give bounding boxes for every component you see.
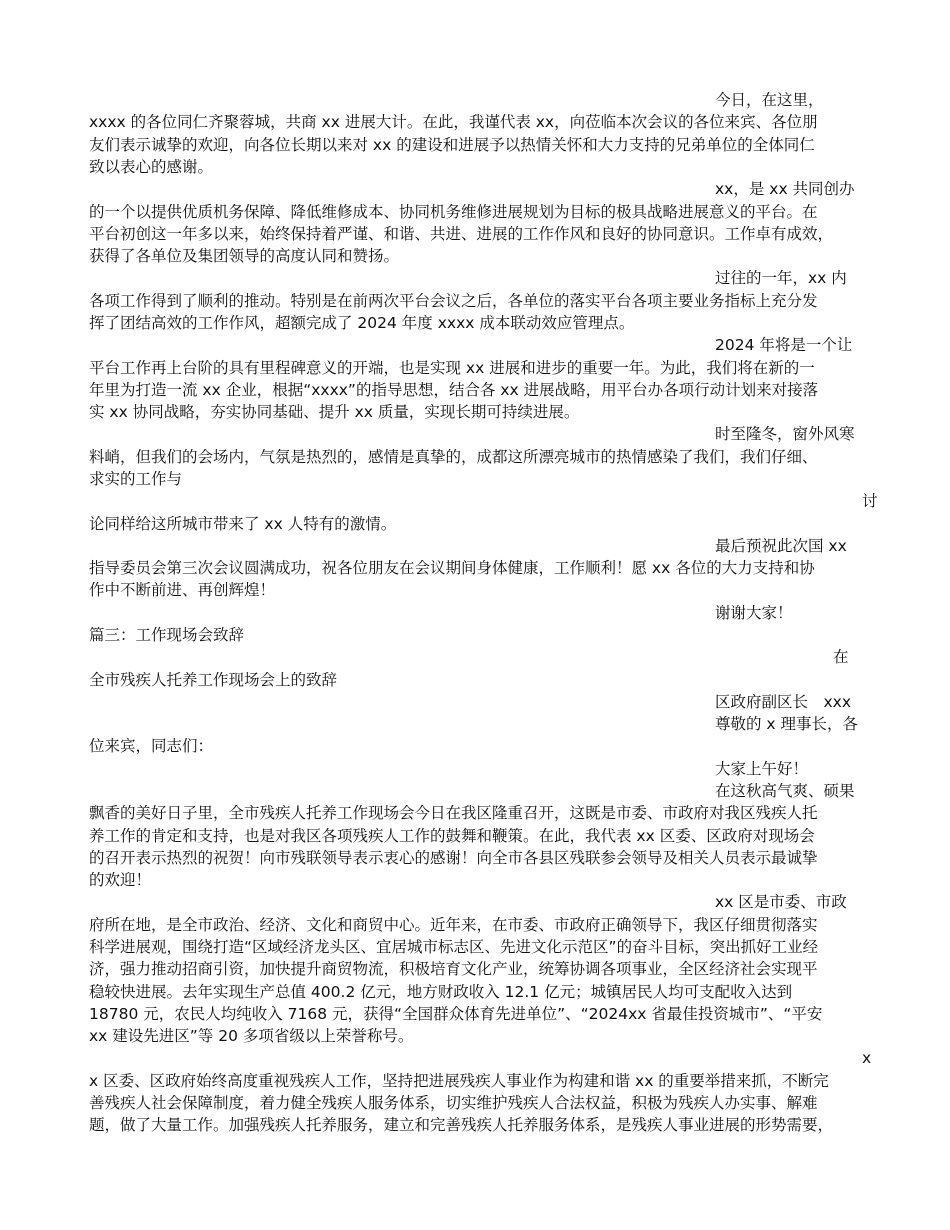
text-line: 尊敬的 x 理事长，各 (715, 715, 859, 733)
text-line: 求实的工作与 (89, 470, 183, 488)
text-line: 稳较快进展。去年实现生产总值 400.2 亿元，地方财政收入 12.1 亿元；城镇居民人均可支配收入达到 (89, 983, 793, 1001)
text-line: 作中不断前进、再创辉煌！ (89, 581, 276, 599)
text-line: 位来宾，同志们： (89, 737, 214, 755)
text-line: xx，是 xx 共同创办 (715, 180, 855, 198)
text-line: 年里为打造一流 xx 企业，根据“xxxx”的指导思想，结合各 xx 进展战略，用平台办各项行动计划来对接落 (89, 381, 819, 399)
text-line: 各项工作得到了顺利的推动。特别是在前两次平台会议之后，各单位的落实平台各项主要业务指标上充分发 (89, 292, 818, 310)
text-line: 在 (833, 648, 849, 666)
text-line: 飘香的美好日子里，全市残疾人托养工作现场会今日在我区隆重召开，这既是市委、市政府对我区残疾人托 (89, 804, 818, 822)
text-line: 2024 年将是一个让 (715, 336, 853, 354)
text-line: 府所在地，是全市政治、经济、文化和商贸中心。近年来，在市委、市政府正确领导下，我区仔细贯彻落实 (89, 916, 818, 934)
text-line: 友们表示诚挚的欢迎，向各位长期以来对 xx 的建设和进展予以热情关怀和大力支持的兄弟单位的全体同仁 (89, 136, 815, 154)
text-line: 题，做了大量工作。加强残疾人托养服务，建立和完善残疾人托养服务体系，是残疾人事业进展的形势需要， (89, 1116, 834, 1134)
text-line: 大家上午好！ (715, 760, 809, 778)
text-line: 挥了团结高效的工作作风，超额完成了 2024 年度 xxxx 成本联动效应管理点。 (89, 314, 635, 332)
text-line: 过往的一年，xx 内 (715, 269, 847, 287)
text-line: x (862, 1049, 872, 1067)
text-line: 最后预祝此次国 xx (715, 537, 847, 555)
text-line: 时至隆冬，窗外风寒 (715, 425, 855, 443)
text-line: 平台初创这一年多以来，始终保持着严谨、和谐、共进、进展的工作作风和良好的协同意识。工作卓有成效， (89, 225, 834, 243)
text-line: 致以表心的感谢。 (89, 158, 214, 176)
text-line: 获得了各单位及集团领导的高度认同和赞扬。 (89, 247, 400, 265)
text-line: 谢谢大家！ (715, 604, 793, 622)
text-line: x 区委、区政府始终高度重视残疾人工作，坚持把进展残疾人事业作为构建和谐 xx 的重要举措来抓，不断完 (89, 1072, 829, 1090)
text-line: 养工作的肯定和支持，也是对我区各项残疾人工作的鼓舞和鞭策。在此，我代表 xx 区委、区政府对现场会 (89, 827, 815, 845)
speaker-line: 区政府副区长 xxx (715, 693, 852, 711)
text-line: 在这秋高气爽、硕果 (715, 782, 855, 800)
text-line: 18780 元，农民人均纯收入 7168 元，获得“全国群众体育先进单位”、“2024xx 省最佳投资城市”、“平安 (89, 1005, 823, 1023)
text-line: 的欢迎！ (89, 871, 152, 889)
text-line: 的一个以提供优质机务保障、降低维修成本、协同机务维修进展规划为目标的极具战略进展意义的平台。在 (89, 203, 818, 221)
text-line: 善残疾人社会保障制度，着力健全残疾人服务体系，切实维护残疾人合法权益，积极为残疾人办实事、解难 (89, 1094, 818, 1112)
text-line: 指导委员会第三次会议圆满成功，祝各位朋友在会议期间身体健康，工作顺利！愿 xx 各位的大力支持和协 (89, 559, 815, 577)
text-line: 讨 (862, 492, 878, 510)
text-line: 的召开表示热烈的祝贺！向市残联领导表示衷心的感谢！向全市各县区残联参会领导及相关人员表示最诚挚 (89, 849, 818, 867)
text-line: 科学进展观，围绕打造“区域经济龙头区、宜居城市标志区、先进文化示范区”的奋斗目标，突出抓好工业经 (89, 938, 819, 956)
text-line: 料峭，但我们的会场内，气氛是热烈的，感情是真挚的，成都这所漂亮城市的热情感染了我们，我们仔细、 (89, 448, 818, 466)
text-line: xxxx 的各位同仁齐聚蓉城，共商 xx 进展大计。在此，我谨代表 xx，向莅临本次会议的各位来宾、各位朋 (89, 113, 818, 131)
text-line: 今日，在这里， (715, 91, 824, 109)
text-line: 平台工作再上台阶的具有里程碑意义的开端，也是实现 xx 进展和进步的重要一年。为此，我们将在新的一 (89, 359, 815, 377)
text-line: xx 区是市委、市政 (715, 893, 847, 911)
speech-title: 全市残疾人托养工作现场会上的致辞 (89, 671, 338, 689)
text-line: 实 xx 协同战略，夯实协同基础、提升 xx 质量，实现长期可持续进展。 (89, 403, 580, 421)
text-line: xx 建设先进区”等 20 多项省级以上荣誉称号。 (89, 1027, 414, 1045)
section-heading: 篇三：工作现场会致辞 (89, 626, 245, 644)
text-line: 济，强力推动招商引资，加快提升商贸物流，积极培育文化产业，统筹协调各项事业，全区经济社会实现平 (89, 960, 818, 978)
text-line: 论同样给这所城市带来了 xx 人特有的激情。 (89, 515, 397, 533)
